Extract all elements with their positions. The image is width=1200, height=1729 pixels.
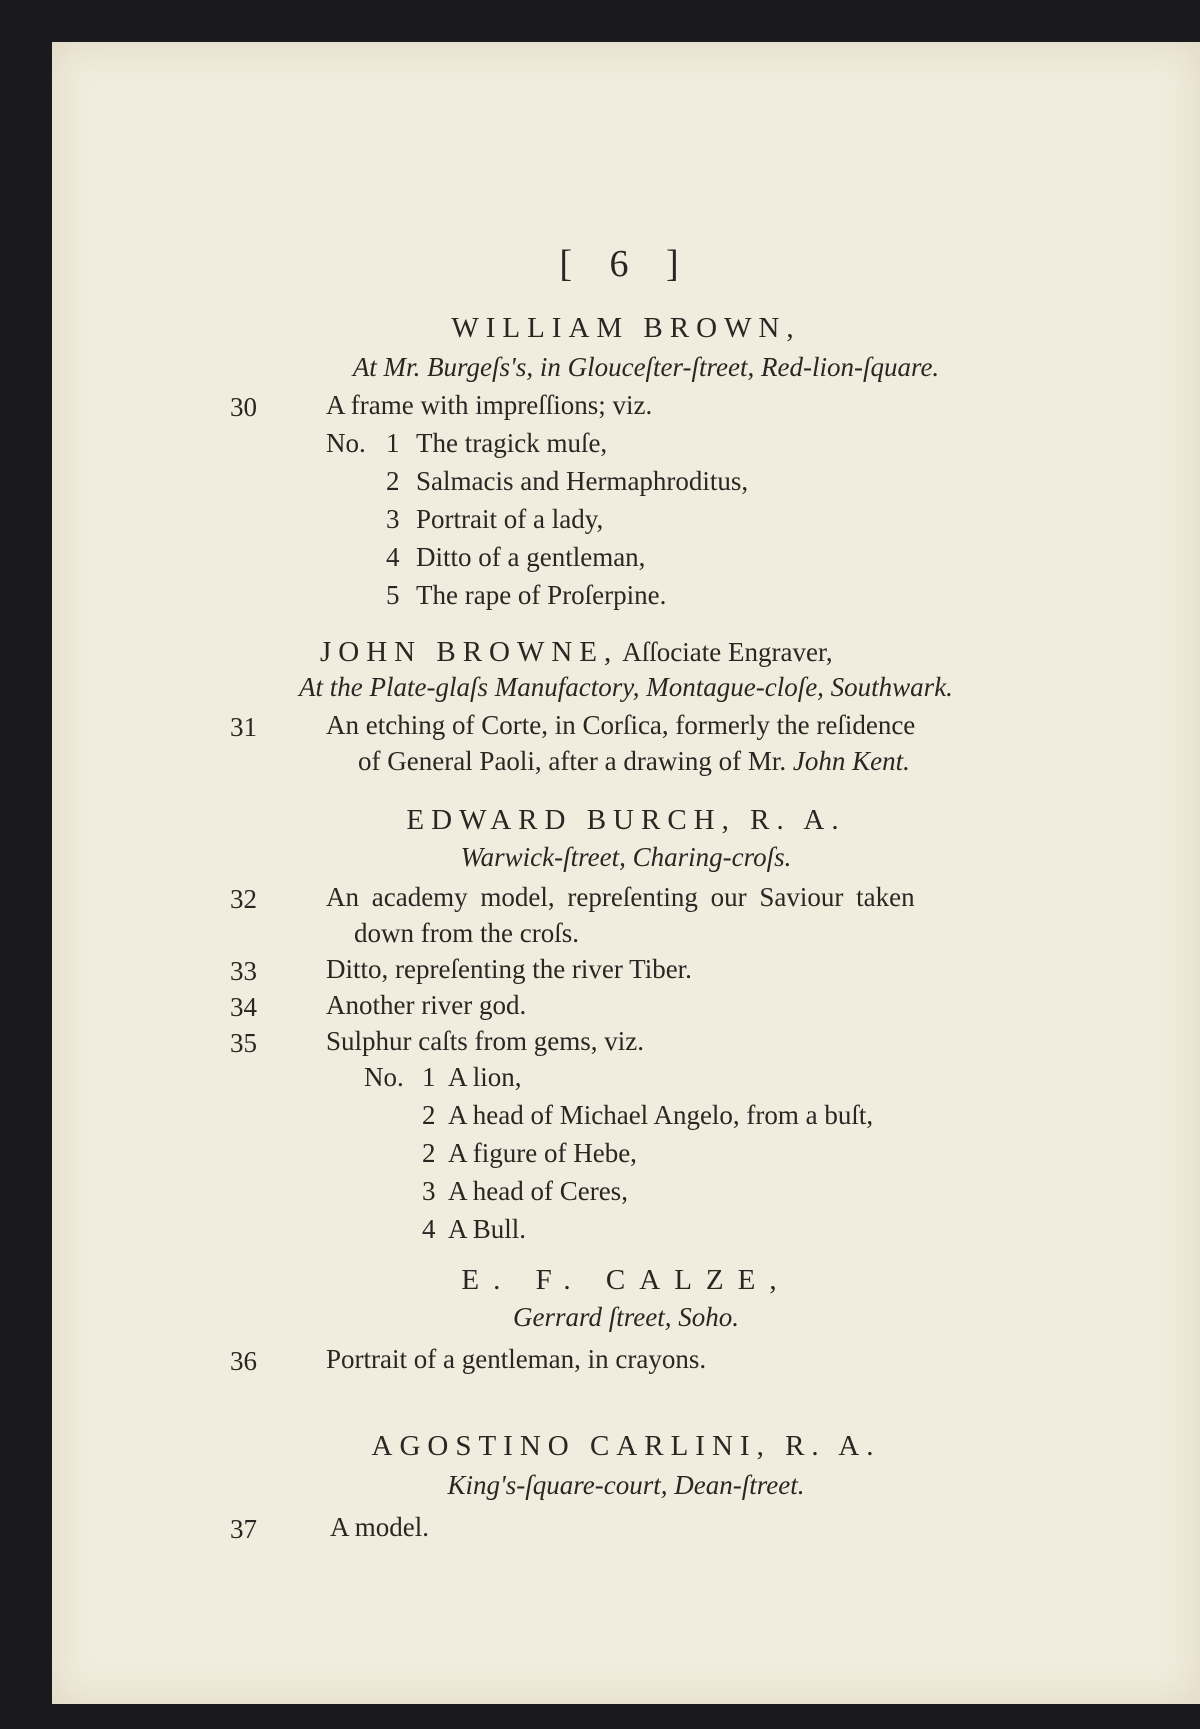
exhibitor-heading bbox=[320, 636, 833, 669]
page-number: [ 6 ] bbox=[559, 243, 693, 285]
item-text: Sulphur caſts from gems, viz. bbox=[326, 1026, 644, 1056]
sub-item-number: 3 bbox=[386, 504, 400, 534]
sub-item-text: A figure of Hebe, bbox=[448, 1138, 637, 1168]
sub-item-text: Ditto of a gentleman, bbox=[416, 542, 646, 572]
item-number: 33 bbox=[230, 956, 257, 986]
sub-item-number: 4 bbox=[386, 542, 400, 572]
item-continuation-text: down from the croſs. bbox=[354, 918, 579, 948]
item-number: 34 bbox=[230, 992, 257, 1022]
sub-item-text: A Bull. bbox=[448, 1214, 527, 1244]
exhibitor-name: EDWARD BURCH, R. A. bbox=[406, 804, 846, 836]
artist-name: John Kent. bbox=[792, 746, 910, 776]
sub-item-number: 4 bbox=[422, 1214, 436, 1244]
item-number: 35 bbox=[230, 1028, 257, 1058]
exhibitor-name: WILLIAM BROWN, bbox=[451, 312, 801, 344]
sub-item-number: 1 bbox=[386, 428, 400, 458]
exhibitor-role: Aſſociate Engraver, bbox=[622, 637, 833, 667]
item-number: 32 bbox=[230, 884, 257, 914]
item-text: A frame with impreſſions; viz. bbox=[326, 390, 653, 420]
sub-item-number: 5 bbox=[386, 580, 400, 610]
exhibitor-name: E. F. CALZE, bbox=[461, 1264, 791, 1296]
sub-item-text: A lion, bbox=[448, 1062, 522, 1092]
sub-item-number: 3 bbox=[422, 1176, 436, 1206]
sub-item-label: No. bbox=[364, 1062, 404, 1092]
exhibitor-address: Gerrard ſtreet, Soho. bbox=[513, 1302, 739, 1332]
sub-item-text: The rape of Proſerpine. bbox=[416, 580, 667, 610]
item-number: 36 bbox=[230, 1346, 257, 1376]
item-text: A model. bbox=[330, 1512, 429, 1542]
item-number: 37 bbox=[230, 1514, 257, 1544]
item-continuation bbox=[358, 746, 910, 777]
exhibitor-address: At Mr. Burgeſs's, in Glouceſter-ſtreet, Red-lion-ſquare. bbox=[352, 352, 940, 382]
item-number: 30 bbox=[230, 392, 257, 422]
sub-item-number: 2 bbox=[422, 1100, 436, 1130]
book-page bbox=[52, 42, 1200, 1704]
sub-item-number: 2 bbox=[422, 1138, 436, 1168]
exhibitor-address: At the Plate-glaſs Manufactory, Montague-cloſe, Southwark. bbox=[299, 672, 953, 702]
sub-item-text: A head of Ceres, bbox=[448, 1176, 628, 1206]
sub-item-number: 2 bbox=[386, 466, 400, 496]
exhibitor-name: JOHN BROWNE, bbox=[320, 636, 619, 668]
item-continuation-text: of General Paoli, after a drawing of Mr. bbox=[358, 746, 787, 776]
exhibitor-address: Warwick-ſtreet, Charing-croſs. bbox=[460, 842, 792, 872]
sub-item-text: The tragick muſe, bbox=[416, 428, 608, 458]
sub-item-number: 1 bbox=[422, 1062, 436, 1092]
item-number: 31 bbox=[230, 712, 257, 742]
exhibitor-address: King's-ſquare-court, Dean-ſtreet. bbox=[447, 1470, 805, 1500]
item-text: Ditto, repreſenting the river Tiber. bbox=[326, 954, 692, 984]
item-text: An academy model, repreſenting our Saviour taken bbox=[326, 882, 915, 912]
item-text: An etching of Corte, in Corſica, formerly the reſidence bbox=[326, 710, 916, 740]
item-text: Another river god. bbox=[326, 990, 527, 1020]
exhibitor-name: AGOSTINO CARLINI, R. A. bbox=[371, 1430, 881, 1462]
sub-item-text: Portrait of a lady, bbox=[416, 504, 604, 534]
sub-item-label: No. bbox=[326, 428, 366, 458]
sub-item-text: A head of Michael Angelo, from a buſt, bbox=[448, 1100, 874, 1130]
item-text: Portrait of a gentleman, in crayons. bbox=[326, 1344, 707, 1374]
sub-item-text: Salmacis and Hermaphroditus, bbox=[416, 466, 749, 496]
